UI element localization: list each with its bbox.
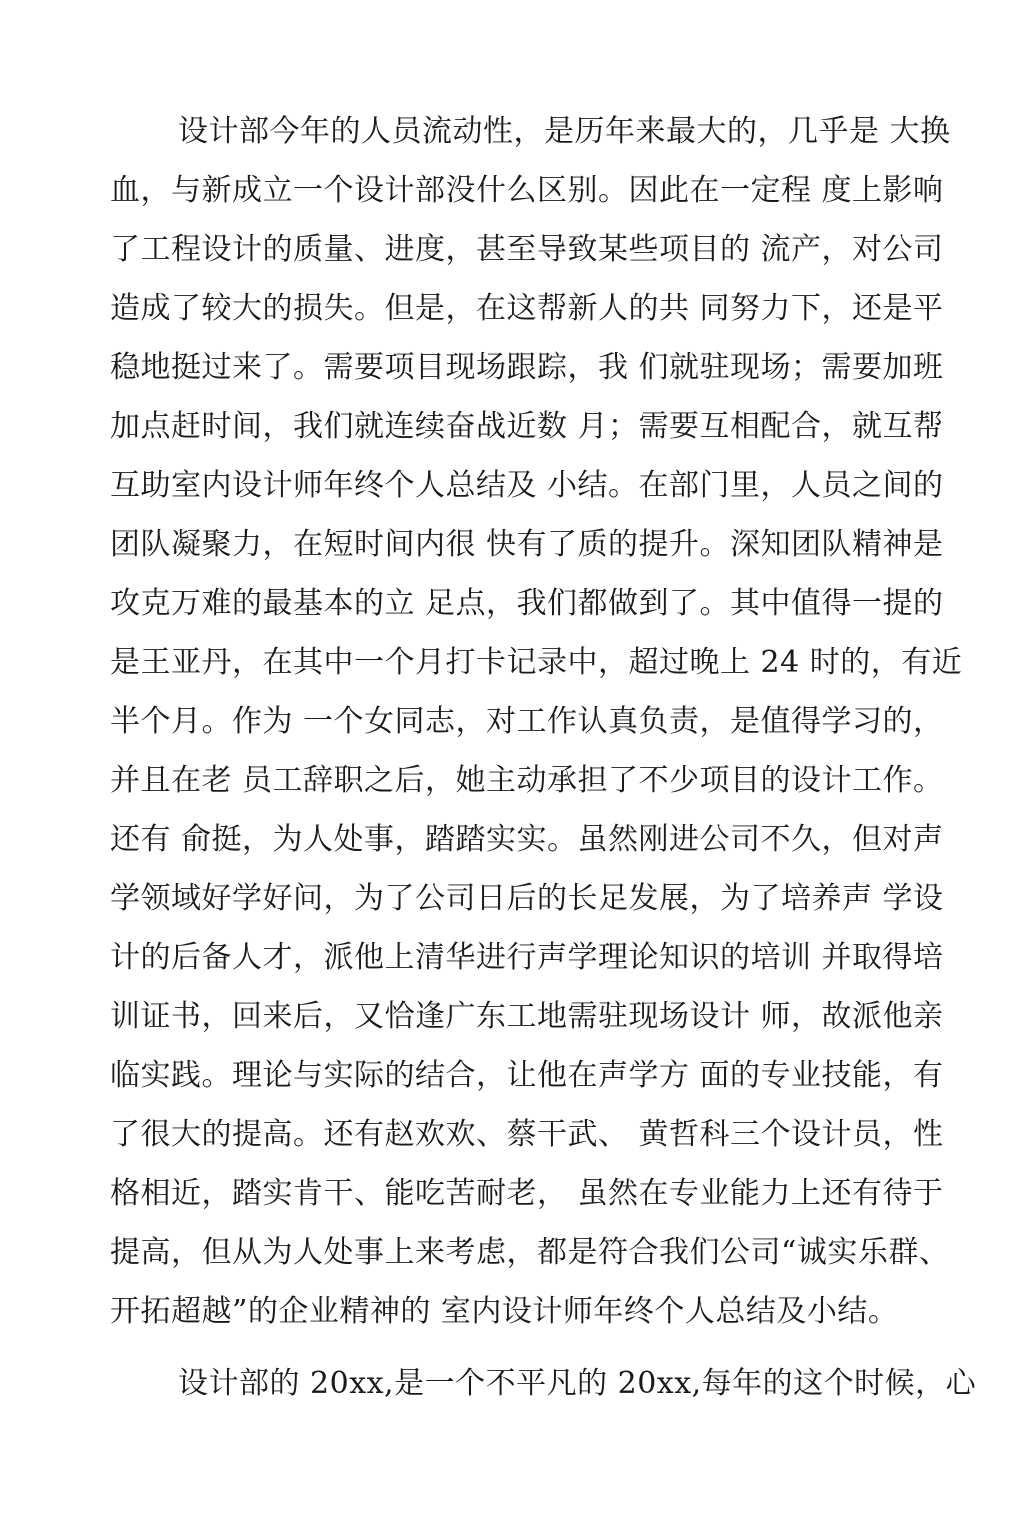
paragraph-1-line-7: 互助室内设计师年终个人总结及 小结。在部门里，人员之间的: [110, 468, 944, 503]
paragraph-1-line-5: 稳地挺过来了。需要项目现场跟踪，我 们就驻现场；需要加班: [110, 350, 944, 385]
paragraph-1-line-14: 学领域好学好问，为了公司日后的长足发展，为了培养声 学设: [110, 881, 944, 916]
paragraph-1-line-21: 开拓超越”的企业精神的 室内设计师年终个人总结及小结。: [110, 1294, 899, 1329]
paragraph-1-line-1: 设计部今年的人员流动性，是历年来最大的，几乎是 大换: [178, 114, 951, 149]
paragraph-1-line-12: 并且在老 员工辞职之后，她主动承担了不少项目的设计工作。: [110, 763, 944, 798]
paragraph-1-line-13: 还有 俞挺，为人处事，踏踏实实。虽然刚进公司不久，但对声: [110, 822, 944, 857]
paragraph-1-line-20: 提高，但从为人处事上来考虑，都是符合我们公司“诚实乐群、: [110, 1235, 950, 1270]
paragraph-1-line-11: 半个月。作为 一个女同志，对工作认真负责，是值得学习的，: [110, 704, 944, 739]
paragraph-1-line-8: 团队凝聚力，在短时间内很 快有了质的提升。深知团队精神是: [110, 527, 944, 562]
paragraph-1-line-17: 临实践。理论与实际的结合，让他在声学方 面的专业技能，有: [110, 1058, 944, 1093]
paragraph-1-line-19: 格相近，踏实肯干、能吃苦耐老， 虽然在专业能力上还有待于: [110, 1176, 944, 1211]
paragraph-2-line-1: 设计部的 20xx,是一个不平凡的 20xx,每年的这个时候，心: [178, 1366, 977, 1401]
paragraph-1-line-4: 造成了较大的损失。但是，在这帮新人的共 同努力下，还是平: [110, 291, 944, 326]
paragraph-1-line-10: 是王亚丹，在其中一个月打卡记录中，超过晚上 24 时的，有近: [110, 645, 963, 680]
paragraph-1-line-15: 计的后备人才，派他上清华进行声学理论知识的培训 并取得培: [110, 940, 944, 975]
paragraph-1-line-18: 了很大的提高。还有赵欢欢、蔡干武、 黄哲科三个设计员，性: [110, 1117, 944, 1152]
paragraph-1-line-3: 了工程设计的质量、进度，甚至导致某些项目的 流产，对公司: [110, 232, 944, 267]
paragraph-1-line-2: 血，与新成立一个设计部没什么区别。因此在一定程 度上影响: [110, 173, 944, 208]
paragraph-1-line-6: 加点赶时间，我们就连续奋战近数 月；需要互相配合，就互帮: [110, 409, 944, 444]
paragraph-1-line-9: 攻克万难的最基本的立 足点，我们都做到了。其中值得一提的: [110, 586, 944, 621]
paragraph-1-line-16: 训证书，回来后，又恰逢广东工地需驻现场设计 师，故派他亲: [110, 999, 944, 1034]
